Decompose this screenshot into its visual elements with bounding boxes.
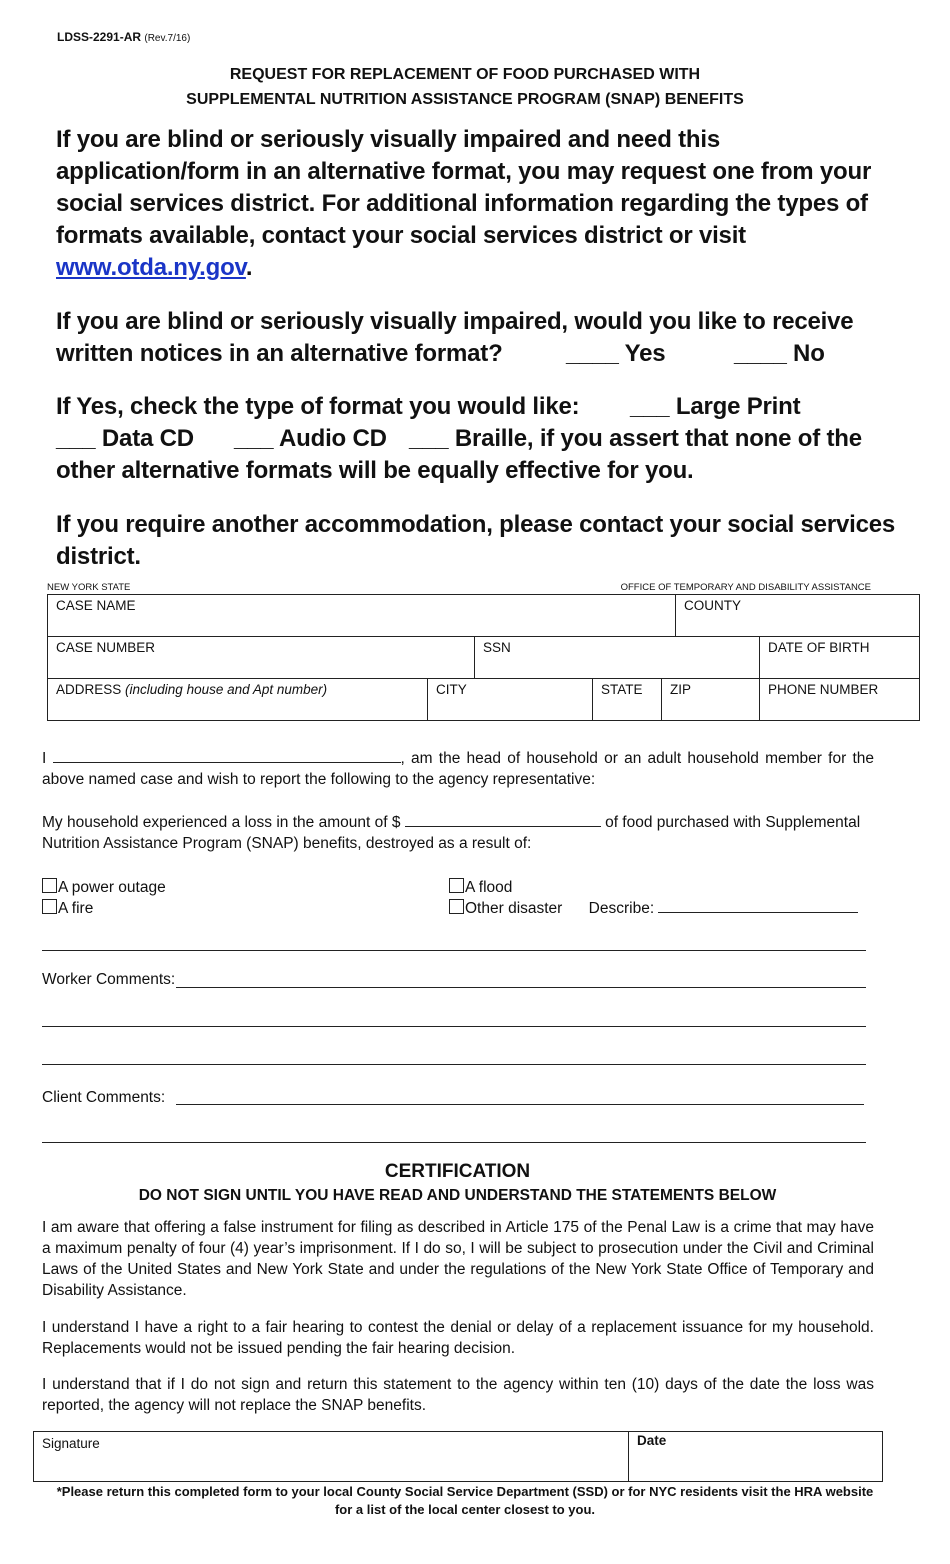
other-disaster-checkbox[interactable]: [449, 899, 464, 914]
address-field[interactable]: ADDRESS (including house and Apt number): [48, 679, 428, 721]
agency-office: OFFICE OF TEMPORARY AND DISABILITY ASSISTANCE: [620, 582, 871, 593]
cause-power-outage[interactable]: A power outage: [42, 877, 342, 898]
return-instructions: *Please return this completed form to your local County Social Service Department (SSD) or for NYC residents visit the HRA website for a list of the local center closest to you.: [56, 1484, 874, 1517]
worker-comments-label: Worker Comments:: [42, 971, 176, 988]
client-comments-line-2[interactable]: [42, 1142, 866, 1143]
signature-field[interactable]: Signature: [34, 1432, 629, 1482]
no-option[interactable]: ____ No: [734, 340, 825, 367]
describe-line[interactable]: [42, 950, 866, 951]
client-comments-line[interactable]: [176, 1104, 864, 1105]
yes-option[interactable]: ____ Yes: [566, 340, 666, 367]
form-title: [0, 62, 930, 112]
member-name-input[interactable]: [53, 748, 401, 763]
fire-checkbox[interactable]: [42, 899, 57, 914]
form-title-line-2: SUPPLEMENTAL NUTRITION ASSISTANCE PROGRAM (SNAP) BENEFITS: [186, 91, 744, 108]
county-field[interactable]: COUNTY: [676, 595, 920, 637]
format-type-question: If Yes, check the type of format you would like: ___ Large Print ___ Data CD ___ Audio CD ___ Braille, if you assert that none of the other alternative formats will be equally effective for you.: [56, 393, 862, 484]
data-cd-option[interactable]: ___ Data CD: [56, 425, 194, 452]
power-outage-checkbox[interactable]: [42, 878, 57, 893]
other-accommodation: If you require another accommodation, please contact your social services district.: [56, 511, 896, 570]
form-title-line-1: REQUEST FOR REPLACEMENT OF FOOD PURCHASED WITH: [229, 66, 701, 83]
form-number: LDSS-2291-AR (Rev.7/16): [57, 30, 191, 44]
certification-paragraph-1: I am aware that offering a false instrument for filing as described in Article 175 of the Penal Law is a crime that may have a maximum penalty of four (4) year’s imprisonment. If I do so, I will be subject to prosecution under the Civil and Criminal Laws of the United States and New York State and under the regulations of the New York State Office of Temporary and Disability Assistance.: [42, 1219, 874, 1299]
flood-checkbox[interactable]: [449, 878, 464, 893]
certification-heading: CERTIFICATION: [384, 1161, 531, 1182]
ssn-field[interactable]: SSN: [475, 637, 760, 679]
otda-website-link[interactable]: www.otda.ny.gov: [56, 254, 246, 281]
worker-comments-line-3[interactable]: [42, 1064, 866, 1065]
cause-other-disaster[interactable]: Other disaster Describe:: [449, 898, 869, 919]
certification-paragraph-3: I understand that if I do not sign and return this statement to the agency within ten (10) days of the date the loss was reported, the agency will not replace the SNAP benefits.: [42, 1376, 874, 1414]
braille-option[interactable]: ___ Braille, if you assert that none of the: [409, 425, 862, 452]
state-field[interactable]: STATE: [593, 679, 662, 721]
city-field[interactable]: CITY: [428, 679, 593, 721]
signature-table: [33, 1431, 883, 1482]
loss-amount-input[interactable]: [405, 812, 601, 827]
case-name-field[interactable]: CASE NAME: [48, 595, 676, 637]
cause-fire[interactable]: A fire: [42, 898, 342, 919]
accessibility-notice: If you are blind or seriously visually impaired and need this application/form in an alternative format, you may request one from your social services district. For additional information regarding the types of formats available, contact your social services district or visit www.otda.ny.gov.: [56, 126, 872, 281]
certification-subheading: DO NOT SIGN UNTIL YOU HAVE READ AND UNDERSTAND THE STATEMENTS BELOW: [138, 1187, 777, 1204]
audio-cd-option[interactable]: ___ Audio CD: [234, 425, 387, 452]
date-field[interactable]: Date: [629, 1432, 883, 1482]
large-print-option[interactable]: ___ Large Print: [630, 393, 801, 420]
worker-comments-line[interactable]: [176, 987, 866, 988]
cause-flood[interactable]: A flood: [449, 877, 749, 898]
household-statement: I , am the head of household or an adult household member for the above named case and wish to report the following to the agency representative:: [42, 750, 874, 788]
client-comments-label: Client Comments:: [42, 1089, 166, 1106]
phone-number-field[interactable]: PHONE NUMBER: [760, 679, 920, 721]
case-number-field[interactable]: CASE NUMBER: [48, 637, 475, 679]
form-revision: (Rev.7/16): [144, 33, 191, 44]
describe-input[interactable]: [658, 898, 858, 913]
zip-field[interactable]: ZIP: [662, 679, 760, 721]
agency-state: NEW YORK STATE: [47, 582, 131, 593]
alt-format-question: If you are blind or seriously visually impaired, would you like to receive written notices in an alternative format? ____ Yes ____ No: [56, 306, 896, 370]
case-info-table: [47, 594, 920, 721]
loss-statement: My household experienced a loss in the amount of $ of food purchased with Supplemental Nutrition Assistance Program (SNAP) benefits, destroyed as a result of:: [42, 814, 861, 852]
date-of-birth-field[interactable]: DATE OF BIRTH: [760, 637, 920, 679]
certification-paragraph-2: I understand I have a right to a fair hearing to contest the denial or delay of a replacement issuance for my household. Replacements would not be issued pending the fair hearing decision.: [42, 1319, 874, 1357]
worker-comments-line-2[interactable]: [42, 1026, 866, 1027]
